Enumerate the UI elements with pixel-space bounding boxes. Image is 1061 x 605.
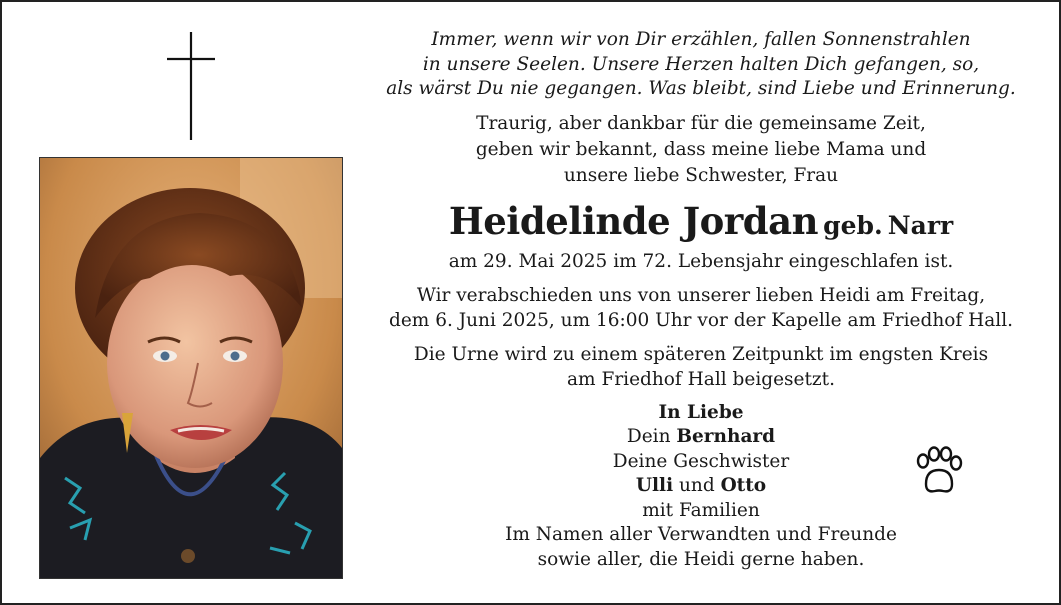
intro-line: geben wir bekannt, dass meine liebe Mama und: [475, 138, 927, 160]
signature-connector: und: [678, 475, 715, 496]
farewell-info: [372, 283, 1030, 333]
farewell-line: Wir verabschieden uns von unserer lieben Heidi am Freitag,: [416, 284, 986, 306]
cross-icon: [167, 32, 215, 140]
birth-name: Narr: [887, 210, 954, 240]
signature-name-ulli: Ulli: [635, 475, 674, 496]
farewell-line: dem 6. Juni 2025, um 16:00 Uhr vor der Kapelle am Friedhof Hall.: [388, 309, 1014, 331]
death-date-line: [372, 249, 1030, 274]
verse-line: in unsere Seelen. Unsere Herzen halten Dich gefangen, so,: [422, 53, 980, 75]
intro-line: unsere liebe Schwester, Frau: [563, 164, 839, 186]
signature-name-bernhard: Bernhard: [676, 426, 776, 447]
verse-line: Immer, wenn wir von Dir erzählen, fallen Sonnenstrahlen: [431, 29, 971, 50]
announcement-intro: [372, 111, 1030, 189]
signature-prefix: Dein: [626, 426, 671, 447]
memorial-verse: [372, 28, 1030, 102]
intro-line: Traurig, aber dankbar für die gemeinsame Zeit,: [476, 112, 926, 134]
deceased-name: Heidelinde Jordan: [448, 198, 819, 243]
signature-line-friends: sowie aller, die Heidi gerne haben.: [537, 548, 865, 570]
death-date-text: am 29. Mai 2025 im 72. Lebensjahr eingeschlafen ist.: [448, 250, 954, 272]
birth-name-prefix: geb.: [823, 210, 883, 240]
signature-line-relatives: Im Namen aller Verwandten und Freunde: [505, 524, 897, 545]
signature-line-families: mit Familien: [642, 499, 760, 521]
urn-info: [372, 342, 1030, 392]
signature-name-otto: Otto: [720, 475, 767, 496]
deceased-name-block: [372, 199, 1030, 243]
signature-line-siblings: Deine Geschwister: [612, 450, 790, 472]
paw-print-icon: [912, 446, 964, 498]
verse-line: als wärst Du nie gegangen. Was bleibt, sind Liebe und Erinnerung.: [386, 78, 1016, 99]
urn-line: am Friedhof Hall beigesetzt.: [567, 368, 835, 390]
signature-heading: In Liebe: [658, 401, 744, 423]
portrait-photo: [39, 157, 343, 579]
urn-line: Die Urne wird zu einem späteren Zeitpunkt im engsten Kreis: [413, 343, 989, 365]
